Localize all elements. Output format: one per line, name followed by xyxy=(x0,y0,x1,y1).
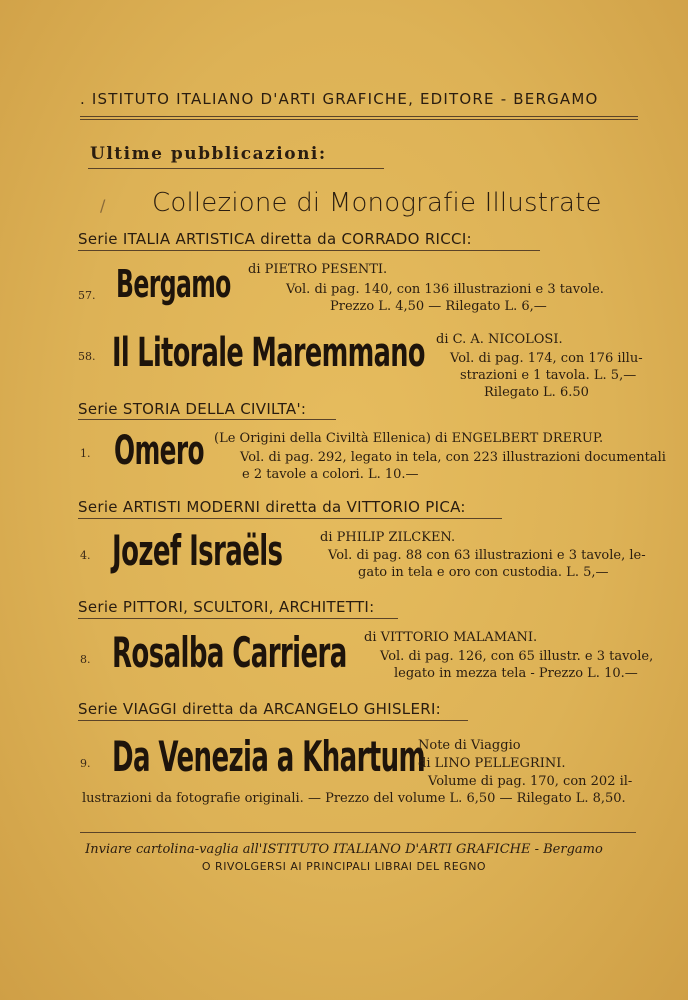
entry-details-line: Vol. di pag. 126, con 65 illustr. e 3 tavole, xyxy=(380,649,654,664)
series-label-italia-artistica: Serie ITALIA ARTISTICA diretta da CORRADO RICCI: xyxy=(78,230,472,248)
entry-price-line: Rilegato L. 6.50 xyxy=(484,385,589,400)
series-underline xyxy=(78,720,468,721)
entry-price-line: lustrazioni da fotografie originali. — Prezzo del volume L. 6,50 — Rilegato L. 8,50. xyxy=(82,791,626,806)
header-rule xyxy=(80,116,638,117)
entry-price-line: gato in tela e oro con custodia. L. 5,— xyxy=(358,565,609,580)
entry-number: 4. xyxy=(80,549,91,562)
entry-number: 9. xyxy=(80,757,91,770)
series-underline xyxy=(78,518,502,519)
entry-author: di VITTORIO MALAMANI. xyxy=(364,630,538,645)
entry-title-jozef-israels: Jozef Israëls xyxy=(112,526,283,575)
series-label-storia-civilta: Serie STORIA DELLA CIVILTA': xyxy=(78,400,307,418)
entry-details-line: di LINO PELLEGRINI. xyxy=(418,756,566,771)
entry-title-rosalba-carriera: Rosalba Carriera xyxy=(112,628,347,677)
entry-price-line: e 2 tavole a colori. L. 10.— xyxy=(242,467,419,482)
footer-order-line: Inviare cartolina-vaglia all'ISTITUTO ITALIANO D'ARTI GRAFICHE - Bergamo xyxy=(85,842,603,857)
entry-author: di C. A. NICOLOSI. xyxy=(436,332,563,347)
ultime-pubblicazioni-heading: Ultime pubblicazioni: xyxy=(90,144,327,164)
series-label-viaggi: Serie VIAGGI diretta da ARCANGELO GHISLERI: xyxy=(78,700,442,718)
heading-underline xyxy=(88,168,384,169)
entry-author: (Le Origini della Civiltà Ellenica) di ENGELBERT DRERUP. xyxy=(214,431,604,446)
entry-details-line: Volume di pag. 170, con 202 il- xyxy=(428,774,633,789)
series-label-artisti-moderni: Serie ARTISTI MODERNI diretta da VITTORIO PICA: xyxy=(78,498,466,516)
pencil-mark: / xyxy=(100,196,106,215)
entry-price-line: Prezzo L. 4,50 — Rilegato L. 6,— xyxy=(330,299,547,314)
footer-booksellers-line: O RIVOLGERSI AI PRINCIPALI LIBRAI DEL REGNO xyxy=(201,860,487,873)
publisher-line: . ISTITUTO ITALIANO D'ARTI GRAFICHE, EDITORE - BERGAMO xyxy=(80,90,599,108)
entry-title-omero: Omero xyxy=(114,428,204,474)
entry-number: 1. xyxy=(80,447,91,460)
entry-number: 8. xyxy=(80,653,91,666)
series-label-pittori-scultori: Serie PITTORI, SCULTORI, ARCHITETTI: xyxy=(78,598,375,616)
entry-details-line: Vol. di pag. 174, con 176 illu- xyxy=(450,351,643,366)
entry-title-da-venezia-a-khartum: Da Venezia a Khartum xyxy=(112,732,426,781)
entry-price-line: legato in mezza tela - Prezzo L. 10.— xyxy=(394,666,638,681)
entry-title-bergamo: Bergamo xyxy=(116,262,231,306)
collection-title: Collezione di Monografie Illustrate xyxy=(152,188,602,218)
series-underline xyxy=(78,419,336,420)
entry-author: di PHILIP ZILCKEN. xyxy=(320,530,456,545)
entry-number: 58. xyxy=(78,350,96,363)
entry-author: Note di Viaggio xyxy=(418,738,521,753)
footer-rule xyxy=(80,832,636,833)
series-underline xyxy=(78,618,398,619)
entry-details-line: Vol. di pag. 88 con 63 illustrazioni e 3 tavole, le- xyxy=(328,548,646,563)
series-underline xyxy=(78,250,540,251)
entry-title-litorale-maremmano: Il Litorale Maremmano xyxy=(112,330,425,376)
entry-number: 57. xyxy=(78,289,96,302)
entry-details-line: Vol. di pag. 140, con 136 illustrazioni e 3 tavole. xyxy=(286,282,604,297)
entry-details-line: strazioni e 1 tavola. L. 5,— xyxy=(460,368,637,383)
entry-details-line: Vol. di pag. 292, legato in tela, con 223 illustrazioni documentali xyxy=(240,450,666,465)
entry-author: di PIETRO PESENTI. xyxy=(248,262,388,277)
